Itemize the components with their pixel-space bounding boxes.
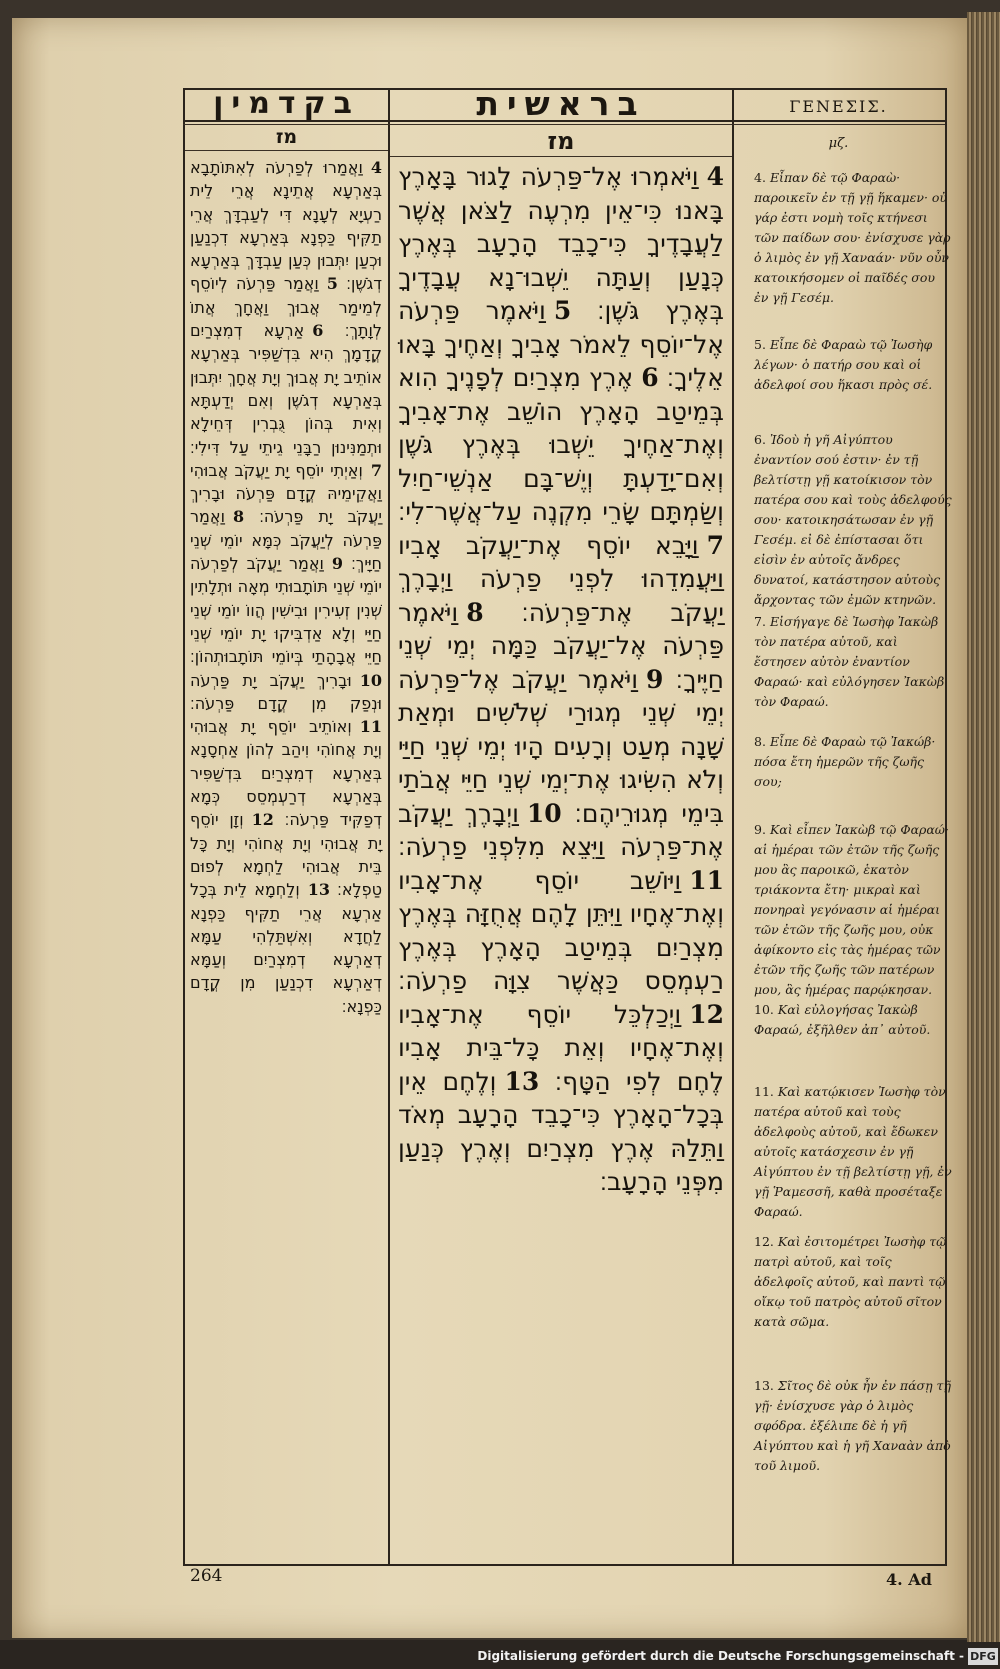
greek-chapter-number: μζ. bbox=[828, 136, 849, 151]
verse-text: Εἶπε δὲ Φαραὼ τῷ Ἰωσὴφ λέγων· ὁ πατήρ σου καὶ οἱ ἀδελφοί σου ἥκασι πρὸς σέ. bbox=[754, 337, 933, 392]
verse-text: וַיֹּאמֶר יַעֲקֹב אֶל־פַּרְעֹה יְמֵי שְׁנֵי מְגוּרַי שְׁלֹשִׁים וּמְאַת שָׁנָה מְעַט וְרָעִים הָיוּ יְמֵי שְׁנֵי חַיַּי וְלֹא הִשִּׂיגוּ אֶת־יְמֵי שְׁנֵי חַיֵּי אֲבֹתַי בִּימֵי מְגוּרֵיהֶם׃ bbox=[398, 664, 724, 828]
verse bbox=[190, 880, 382, 1015]
verse-number: 5. bbox=[754, 337, 766, 352]
verse-text: וְלַחְמָא לֵית בְּכָל אַרְעָא אֲרֵי תַקִּיף כַּפְנָא לַחֲדָא וְאִשְׁתַּלְהִי עַמָּא דְאַרְעָא דְמִצְרַיִם וְעַמָּא דְאַרְעָא דִכְנַעַן מִן קֳדָם כַּפְנָא׃ bbox=[190, 880, 382, 1016]
verse-text: וַיּוֹשֵׁב יוֹסֵף אֶת־אָבִיו וְאֶת־אֶחָיו וַיִּתֵּן לָהֶם אֲחֻזָּה בְּאֶרֶץ מִצְרַיִם בְּמֵיטַב הָאָרֶץ בְּאֶרֶץ רַעְמְסֵס כַּאֲשֶׁר צִוָּה פַרְעֹה׃ bbox=[398, 865, 724, 995]
verse-number: 11 bbox=[689, 865, 724, 895]
greek-header: ΓΕΝΕΣΙΣ. bbox=[789, 97, 888, 116]
verse-text: וְזָן יוֹסֵף יָת אֲבוּהִי וְיָת אֲחוֹהִי וְיָת כָּל בֵּית אֲבוּהִי לַחְמָא לְפוּם טַפְלָא׃ bbox=[190, 810, 382, 900]
verse-number: 4. bbox=[754, 170, 766, 185]
hebrew-text-column bbox=[398, 160, 724, 1199]
verse-text: Σῖτος δὲ οὐκ ἦν ἐν πάσῃ τῇ γῇ· ἐνίσχυσε γὰρ ὁ λιμὸς σφόδρα. ἐξέλιπε δὲ ἡ γῆ Αἰγύπτου καὶ ἡ γῆ Χαναὰν ἀπὸ τοῦ λιμοῦ. bbox=[754, 1378, 951, 1473]
targum-chapter-rule bbox=[185, 150, 388, 151]
greek-verse bbox=[754, 1376, 952, 1476]
greek-verse bbox=[754, 820, 952, 1000]
verse-number: 6. bbox=[754, 432, 766, 447]
verse-number: 8. bbox=[754, 734, 766, 749]
verse-number: 10. bbox=[754, 1002, 774, 1017]
verse-text: וְאַיְתִי יוֹסֵף יָת יַעֲקֹב אֲבוּהִי וַאֲקֵימֵיהּ קֳדָם פַּרְעֹה וּבָרִיךְ יַעֲקֹב יָת פַּרְעֹה׃ bbox=[190, 460, 383, 527]
greek-verse bbox=[754, 430, 952, 610]
catchword: 4. Ad bbox=[886, 1570, 932, 1589]
verse-number: 9. bbox=[754, 822, 766, 837]
verse-text: Εἶπε δὲ Φαραὼ τῷ Ἰακώβ· πόσα ἔτη ἡμερῶν τῆς ζωῆς σου; bbox=[754, 734, 936, 789]
verse-number: 13. bbox=[754, 1378, 774, 1393]
targum-header: בקדמין bbox=[213, 86, 360, 121]
verse-text: וְאוֹתֵיב יוֹסֵף יָת אֲבוּהִי וְיָת אֲחוֹהִי וִיהַב לְהוֹן אַחְסָנָא בְּאַרְעָא דְמִצְרַיִם בִּדְשַׁפִּיר בְּאַרְעָא דְרַעְמְסֵס כְּמָא דְפַקִּיד פַּרְעֹה׃ bbox=[190, 717, 383, 830]
verse-text: וַאֲמַרוּ לְפַרְעֹה לְאִתּוֹתָבָא בְּאַרְעָא אֲתֵינָא אֲרֵי לֵית רַעְיָא לְעָנָא דִּי לְעַבְדָּךְ אֲרֵי תַקִּיף כַּפְנָא בְּאַרְעָא דִכְנַעַן וּכְעַן יִתְּבוּן כְּעַן עַבְדָּךְ בְּאַרְעָא דְגֹשֶׁן׃ bbox=[190, 158, 382, 294]
verse-number: 13 bbox=[504, 1066, 540, 1096]
verse-number: 11. bbox=[754, 1084, 774, 1099]
verse-number: 12 bbox=[251, 810, 274, 830]
verse-text: אֶרֶץ מִצְרַיִם לְפָנֶיךָ הִוא בְּמֵיטַב הָאָרֶץ הוֹשֵׁב אֶת־אָבִיךָ וְאֶת־אַחֶיךָ יֵשְׁבוּ בְּאֶרֶץ גֹּשֶׁן וְאִם־יָדַעְתָּ וְיֶשׁ־בָּם אַנְשֵׁי־חַיִל וְשַׂמְתָּם שָׂרֵי מִקְנֶה עַל־אֲשֶׁר־לִי׃ bbox=[398, 363, 724, 526]
greek-verse bbox=[754, 1082, 952, 1222]
verse-number: 10 bbox=[359, 670, 382, 690]
verse-list bbox=[398, 160, 724, 1199]
page-number: 264 bbox=[190, 1566, 223, 1586]
greek-verse bbox=[754, 1000, 952, 1040]
targum-text-column bbox=[190, 156, 382, 1018]
verse bbox=[190, 321, 382, 456]
verse-number: 7 bbox=[706, 530, 724, 560]
greek-verse bbox=[754, 612, 952, 712]
verse-text: וַיְבָרֶךְ יַעֲקֹב אֶת־פַּרְעֹה וַיֵּצֵא מִלִּפְנֵי פַרְעֹה׃ bbox=[398, 798, 724, 861]
verse-text: Καὶ κατῴκισεν Ἰωσὴφ τὸν πατέρα αὐτοῦ καὶ τοὺς ἀδελφοὺς αὐτοῦ, καὶ ἔδωκεν αὐτοῖς κατάσχεσιν ἐν γῇ Αἰγύπτου ἐν τῇ βελτίστῃ γῇ, ἐν γῇ Ῥαμεσσῆ, καθὰ προσέταξε Φαραώ. bbox=[754, 1084, 952, 1219]
verse-text: Εἰσήγαγε δὲ Ἰωσὴφ Ἰακὼβ τὸν πατέρα αὐτοῦ, καὶ ἔστησεν αὐτὸν ἐναντίον Φαραώ· καὶ εὐλόγησεν Ἰακὼβ τὸν Φαραώ. bbox=[754, 614, 945, 709]
verse-number: 9 bbox=[331, 554, 344, 574]
verse-number: 5 bbox=[326, 274, 338, 294]
digitization-credit: Digitalisierung gefördert durch die Deutsche Forschungsgemeinschaft - bbox=[477, 1649, 964, 1663]
verse-text: Καὶ εὐλογήσας Ἰακὼβ Φαραώ, ἐξῆλθεν ἀπ᾽ αὐτοῦ. bbox=[754, 1002, 931, 1037]
verse-text: וַאֲמַר פַּרְעֹה לְיַעֲקֹב כְּמָּא יוֹמֵי שְׁנֵי חַיָּיךְ׃ bbox=[190, 507, 382, 574]
column-divider-1 bbox=[388, 88, 390, 1564]
verse-text: וַאֲמַר יַעֲקֹב לְפַרְעֹה יוֹמֵי שְׁנֵי תּוֹתָבוּתִי מְאָה וּתְלָתִין שְׁנִין זְעִירִין וּבִישִׁין הֲווֹ יוֹמֵי שְׁנֵי חַיַּי וְלָא אַדְבִּיקוּ יָת יוֹמֵי שְׁנֵי חַיֵּי אֲבָהָתַי בְּיוֹמֵי תּוֹתָבוּתְהוֹן׃ bbox=[190, 554, 382, 667]
verse-text: Εἶπαν δὲ τῷ Φαραὼ· παροικεῖν ἐν τῇ γῇ ἥκαμεν· οὐ γάρ ἐστι νομὴ τοῖς κτήνεσι τῶν παίδων σου· ἐνίσχυσε γὰρ ὁ λιμὸς ἐν γῇ Χαναάν· νῦν οὖν κατοικήσομεν οἱ παῖδές σου ἐν γῇ Γεσέμ. bbox=[754, 170, 951, 305]
verse bbox=[398, 866, 724, 996]
verse-number: 4 bbox=[370, 158, 382, 177]
verse-text: Καὶ ἐσιτομέτρει Ἰωσὴφ τῷ πατρὶ αὐτοῦ, καὶ τοῖς ἀδελφοῖς αὐτοῦ, καὶ παντὶ τῷ οἴκῳ τοῦ πατρὸς αὐτοῦ σῖτον κατὰ σῶμα. bbox=[754, 1234, 947, 1329]
hebrew-header: בראשית bbox=[476, 84, 646, 123]
verse-text: וַאֲמַר פַּרְעֹה לְיוֹסֵף לְמֵימַר אֲבוּךְ וַאֲחָךְ אֲתוֹ לְוָתָךְ׃ bbox=[190, 274, 382, 341]
verse-text: וַיֹּאמֶר פַּרְעֹה אֶל־יוֹסֵף לֵאמֹר אָבִיךָ וְאַחֶיךָ בָּאוּ אֵלֶיךָ׃ bbox=[398, 296, 724, 392]
verse-number: 12 bbox=[689, 999, 724, 1029]
column-divider-2 bbox=[732, 88, 734, 1564]
verse-number: 4 bbox=[706, 162, 724, 191]
verse-text: וַיְכַלְכֵּל יוֹסֵף אֶת־אָבִיו וְאֶת־אֶחָיו וְאֵת כָּל־בֵּית אָבִיו לֶחֶם לְפִי הַטָּף׃ bbox=[398, 999, 724, 1096]
verse-number: 10 bbox=[526, 798, 562, 828]
verse-text: וְלֶחֶם אֵין בְּכָל־הָאָרֶץ כִּי־כָבֵד הָרָעָב מְאֹד וַתֵּלַהּ אֶרֶץ מִצְרַיִם וְאֶרֶץ כְּנַעַן מִפְּנֵי הָרָעָב׃ bbox=[398, 1066, 724, 1196]
verse-number: 8 bbox=[466, 597, 484, 627]
verse-text: Ἰδοὺ ἡ γῆ Αἰγύπτου ἐναντίον σού ἐστιν· ἐν τῇ βελτίστῃ γῇ κατοίκισον τὸν πατέρα σου καὶ τοὺς ἀδελφούς σου· κατοικησάτωσαν ἐν γῇ Γεσέμ. εἰ δὲ ἐπίστασαι ὅτι εἰσὶν ἐν αὐτοῖς ἄνδρες δυνατοί, κατάστησον αὐτοὺς ἄρχοντας τῶν ἐμῶν κτηνῶν. bbox=[754, 432, 952, 607]
greek-verse bbox=[754, 732, 952, 792]
greek-verse bbox=[754, 335, 952, 395]
verse-number: 6 bbox=[641, 363, 659, 392]
hebrew-chapter-number: מז bbox=[547, 127, 575, 155]
greek-verse bbox=[754, 1232, 952, 1332]
verse-number: 9 bbox=[646, 664, 664, 694]
verse-number: 11 bbox=[359, 717, 382, 737]
header-rule-inner bbox=[183, 124, 945, 125]
verse-number: 7 bbox=[370, 460, 382, 480]
targum-chapter-number: מז bbox=[275, 126, 298, 148]
verse-text: וַיָּבֵא יוֹסֵף אֶת־יַעֲקֹב אָבִיו וַיַּעֲמִדֵהוּ לִפְנֵי פַרְעֹה וַיְבָרֶךְ יַעֲקֹב אֶת־פַּרְעֹה׃ bbox=[398, 530, 724, 627]
verse-number: 6 bbox=[312, 321, 324, 341]
hebrew-chapter-rule bbox=[390, 156, 732, 157]
page-edge bbox=[967, 12, 1000, 1642]
dfg-logo: DFG bbox=[968, 1648, 998, 1665]
verse-number: 5 bbox=[553, 296, 572, 325]
verse-number: 13 bbox=[307, 880, 330, 900]
greek-verse bbox=[754, 168, 952, 308]
verse bbox=[190, 671, 382, 713]
verse-text: אַרְעָא דְמִצְרַיִם קֳדָמָךְ הִיא בִּדְשַׁפִּיר בְּאַרְעָא אוֹתֵיב יָת אֲבוּךְ וְיָת אֲחָךְ יִתְּבוּן בְּאַרְעָא דְגֹשֶׁן וְאִם יְדַעְתָּא וְאִית בְּהוֹן גֻּבְרִין דְּחֵילָא וּתְמַנִּינוּן רַבָּנֵי גֵיתֵי עַל דִּילִי׃ bbox=[190, 321, 382, 457]
verse-text: וַיֹּאמְרוּ אֶל־פַּרְעֹה לָגוּר בָּאָרֶץ בָּאנוּ כִּי־אֵין מִרְעֶה לַצֹּאן אֲשֶׁר לַעֲבָדֶיךָ כִּי־כָבֵד הָרָעָב בְּאֶרֶץ כְּנָעַן וְעַתָּה יֵשְׁבוּ־נָא עֲבָדֶיךָ בְּאֶרֶץ גֹּשֶׁן׃ bbox=[398, 162, 724, 325]
verse-text: וּבָרִיךְ יַעֲקֹב יָת פַּרְעֹה וּנְפַק מִן קֳדָם פַּרְעֹה׃ bbox=[190, 670, 382, 713]
verse-number: 12. bbox=[754, 1234, 774, 1249]
verse-text: Καὶ εἶπεν Ἰακὼβ τῷ Φαραώ· αἱ ἡμέραι τῶν ἐτῶν τῆς ζωῆς μου ἃς παροικῶ, ἑκατὸν τριάκοντα ἔτη· μικραὶ καὶ πονηραὶ γεγόνασιν αἱ ἡμέραι τῶν ἐτῶν τῆς ζωῆς μου, οὐκ ἀφίκοντο εἰς τὰς ἡμέρας τῶν ἐτῶν τῆς ζωῆς τῶν πατέρων μου, ἃς ἡμέρας παρῴκησαν. bbox=[754, 822, 949, 997]
verse-number: 8 bbox=[232, 507, 245, 527]
verse-text: וַיֹּאמֶר פַּרְעֹה אֶל־יַעֲקֹב כַּמָּה יְמֵי שְׁנֵי חַיֶּיךָ׃ bbox=[398, 597, 724, 694]
verse-number: 7. bbox=[754, 614, 766, 629]
